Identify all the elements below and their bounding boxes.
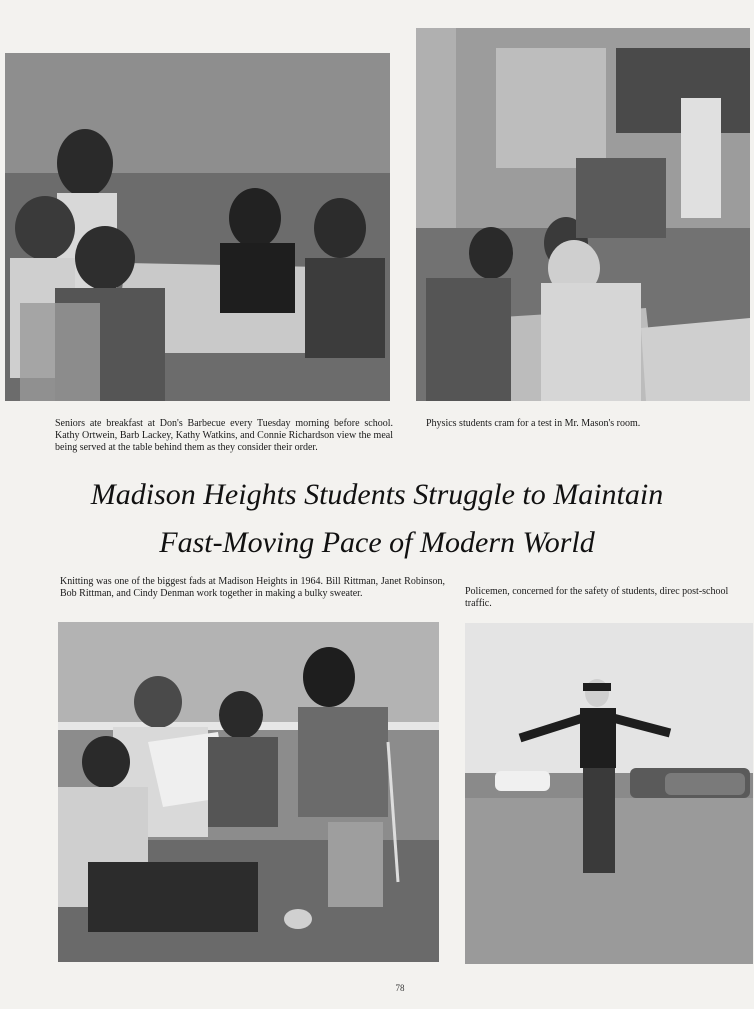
page-number: 78 xyxy=(395,983,405,993)
knitting-caption: Knitting was one of the biggest fads at Madison Heights in 1964. Bill Rittman, Janet Robinson, Bob Rittman, and Cindy Denman work together in making a bulky sweater. xyxy=(60,576,445,599)
police-photo xyxy=(465,623,753,964)
physics-caption: Physics students cram for a test in Mr. Mason's room. xyxy=(426,418,641,429)
knitting-photo xyxy=(58,622,439,962)
headline-line-2: Fast-Moving Pace of Modern World xyxy=(159,526,595,559)
breakfast-caption: Seniors ate breakfast at Don's Barbecue every Tuesday morning before school. Kathy Ortwein, Barb Lackey, Kathy Watkins, and Connie Richardson view the meal being served at the table behind them as they consider their order. xyxy=(55,418,393,453)
police-caption: Policemen, concerned for the safety of students, direc post-school traffic. xyxy=(465,586,729,609)
physics-photo xyxy=(416,28,750,401)
headline-line-1: Madison Heights Students Struggle to Maintain xyxy=(90,478,664,511)
breakfast-photo xyxy=(5,53,390,401)
